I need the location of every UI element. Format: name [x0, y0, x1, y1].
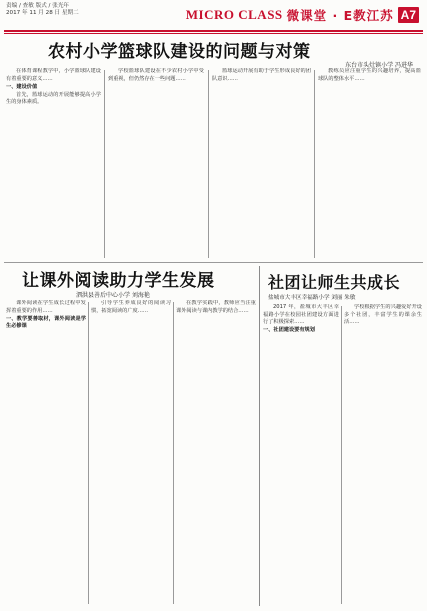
article-1-column-4	[318, 68, 421, 260]
header-line: 责编 / 查敏 版式 / 张光年	[6, 3, 70, 9]
header-rule	[4, 30, 423, 32]
section-divider	[4, 262, 423, 263]
column-divider	[104, 70, 105, 258]
masthead-cn: 微课堂 · E教江苏	[286, 8, 394, 23]
article-1-byline: 东台市头灶镇小学 冯进华	[345, 62, 413, 69]
column-divider	[88, 302, 89, 604]
paragraph: 2017 年，盐城市大丰区幸福路小学在校园社团建设方面进行了积极探索……	[263, 304, 339, 326]
paragraph: 引导学生养成良好的阅读习惯，拓宽阅读的广度……	[91, 300, 171, 314]
article-1-column-3	[212, 68, 311, 260]
paragraph: 教练员应注重学生的兴趣培养，提高篮球队的整体水平……	[318, 68, 421, 82]
column-divider	[208, 70, 209, 258]
article-1-column-2	[108, 68, 204, 260]
subheading: 一、社团建设要有规划	[263, 327, 315, 334]
article-1-column-1	[6, 68, 101, 260]
paragraph: 课外阅读在学生成长过程中发挥着重要的作用……	[6, 300, 86, 314]
paragraph: 学校篮球队建设在不少农村小学中受到重视，但仍然存在一些问题……	[108, 68, 204, 82]
article-3-byline: 盐城市大丰区幸福路小学 刘丽 朱敏	[268, 295, 356, 301]
page-header-info	[6, 3, 156, 29]
article-2-title: 让课外阅读助力学生发展	[22, 271, 215, 291]
article-2-column-3	[176, 300, 256, 606]
masthead-en: MICRO CLASS	[185, 7, 283, 22]
paragraph: 在教学实践中，教师应当注重课外阅读与课内教学的结合……	[176, 300, 256, 314]
column-divider	[173, 302, 174, 604]
section-divider-vertical	[259, 266, 260, 606]
subheading: 一、教学要善取材，课外阅读是学生必修课	[6, 315, 86, 330]
article-3-column-1	[263, 304, 339, 606]
paragraph: 首先，篮球运动的开展能够提高小学生的身体素质。	[6, 91, 101, 106]
column-divider	[341, 306, 342, 604]
masthead	[186, 4, 419, 26]
page-number: A7	[398, 7, 419, 23]
subheading: 一、建设价值	[6, 83, 38, 90]
header-rule-thin	[4, 33, 423, 34]
article-2-column-2	[91, 300, 171, 606]
article-3-title: 社团让师生共成长	[268, 273, 401, 292]
paragraph: 篮球运动开展有助于学生形成良好的团队意识……	[212, 68, 311, 82]
article-2-column-1	[6, 300, 86, 606]
article-3-column-2	[344, 304, 422, 606]
header-line: 2017 年 11 月 28 日 星期二	[6, 10, 79, 17]
paragraph: 学校根据学生的兴趣爱好开设多个社团，丰富学生的课余生活……	[344, 304, 422, 326]
article-2-byline: 泗洪县善后中心小学 刘海艳	[76, 292, 150, 299]
article-1-title: 农村小学篮球队建设的问题与对策	[48, 42, 311, 62]
column-divider	[314, 70, 315, 258]
paragraph: 在体育课程教学中，小学篮球队建设有着重要的意义……	[6, 68, 101, 82]
